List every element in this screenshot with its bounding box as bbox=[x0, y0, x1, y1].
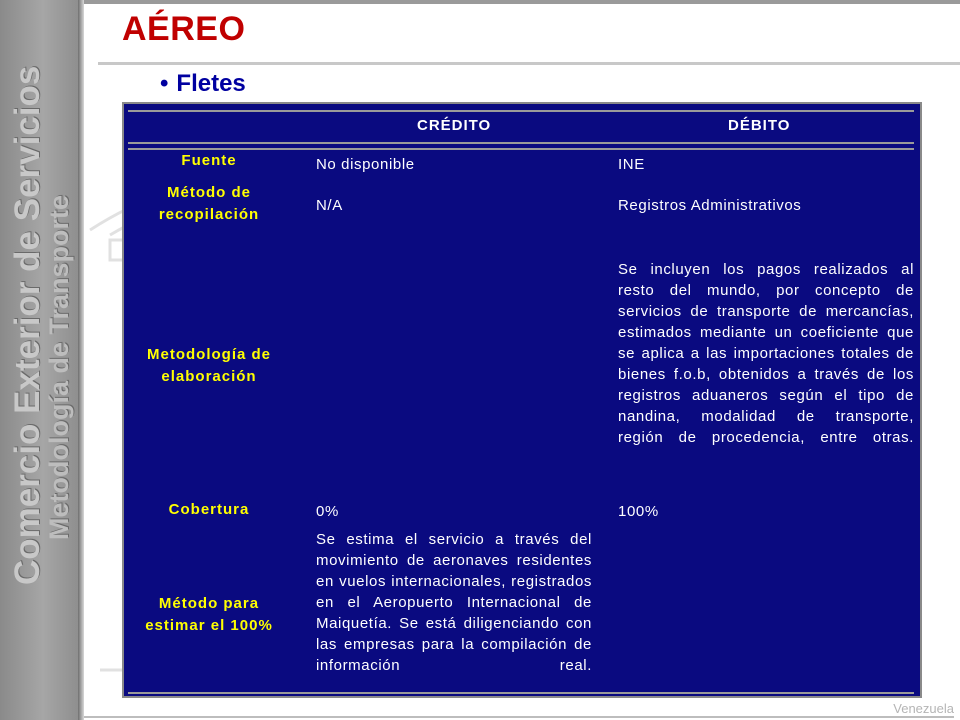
row-label-fuente: Fuente bbox=[181, 152, 237, 169]
cobertura-debit: 100% bbox=[618, 503, 659, 520]
sidebar-subtitle: Metodología de Transporte bbox=[44, 194, 74, 540]
sidebar-title: Comercio Exterior de Servicios bbox=[8, 65, 47, 585]
sidebar bbox=[0, 0, 78, 720]
fuente-debit: INE bbox=[618, 156, 645, 173]
top-bar bbox=[84, 0, 960, 4]
recopilacion-debit: Registros Administrativos bbox=[618, 197, 802, 214]
page-title: AÉREO bbox=[122, 10, 246, 48]
bullet-heading bbox=[160, 70, 246, 98]
bottom-divider bbox=[84, 716, 954, 718]
bullet-text: Fletes bbox=[176, 70, 246, 97]
header-debit: DÉBITO bbox=[728, 117, 791, 134]
methodology-table bbox=[122, 102, 922, 698]
bullet-dot-icon: • bbox=[160, 70, 169, 97]
fuente-credit: No disponible bbox=[316, 156, 415, 173]
row-label-metodologia-elaboracion: Metodología de elaboración bbox=[147, 346, 271, 385]
cobertura-credit: 0% bbox=[316, 503, 339, 520]
table-header-band bbox=[128, 110, 914, 144]
header-credit: CRÉDITO bbox=[417, 117, 492, 134]
row-label-metodo-recopilacion: Método de recopilación bbox=[158, 184, 260, 223]
row-label-metodo-estimar: Método para estimar el 100% bbox=[145, 595, 273, 634]
title-divider bbox=[98, 62, 960, 65]
footer-country: Venezuela bbox=[893, 701, 954, 716]
elaboracion-debit: Se incluyen los pagos realizados al resto del mundo, por concepto de servicios de transporte de mercancías, estimados mediante un coeficiente que se aplica a las importaciones totales de bienes f.o.b, obtenidos a través de los registros aduaneros según el tipo de nandina, modalidad de transporte, región de procedencia, entre otras. bbox=[618, 261, 914, 446]
row-label-cobertura: Cobertura bbox=[168, 501, 250, 518]
estimar-credit: Se estima el servicio a través del movimiento de aeronaves residentes en vuelos internacionales, registrados en el Aeropuerto Internacional de Maiquetía. Se está diligenciando con las empresas para la compilación de información real. bbox=[316, 531, 592, 674]
recopilacion-credit: N/A bbox=[316, 197, 343, 214]
